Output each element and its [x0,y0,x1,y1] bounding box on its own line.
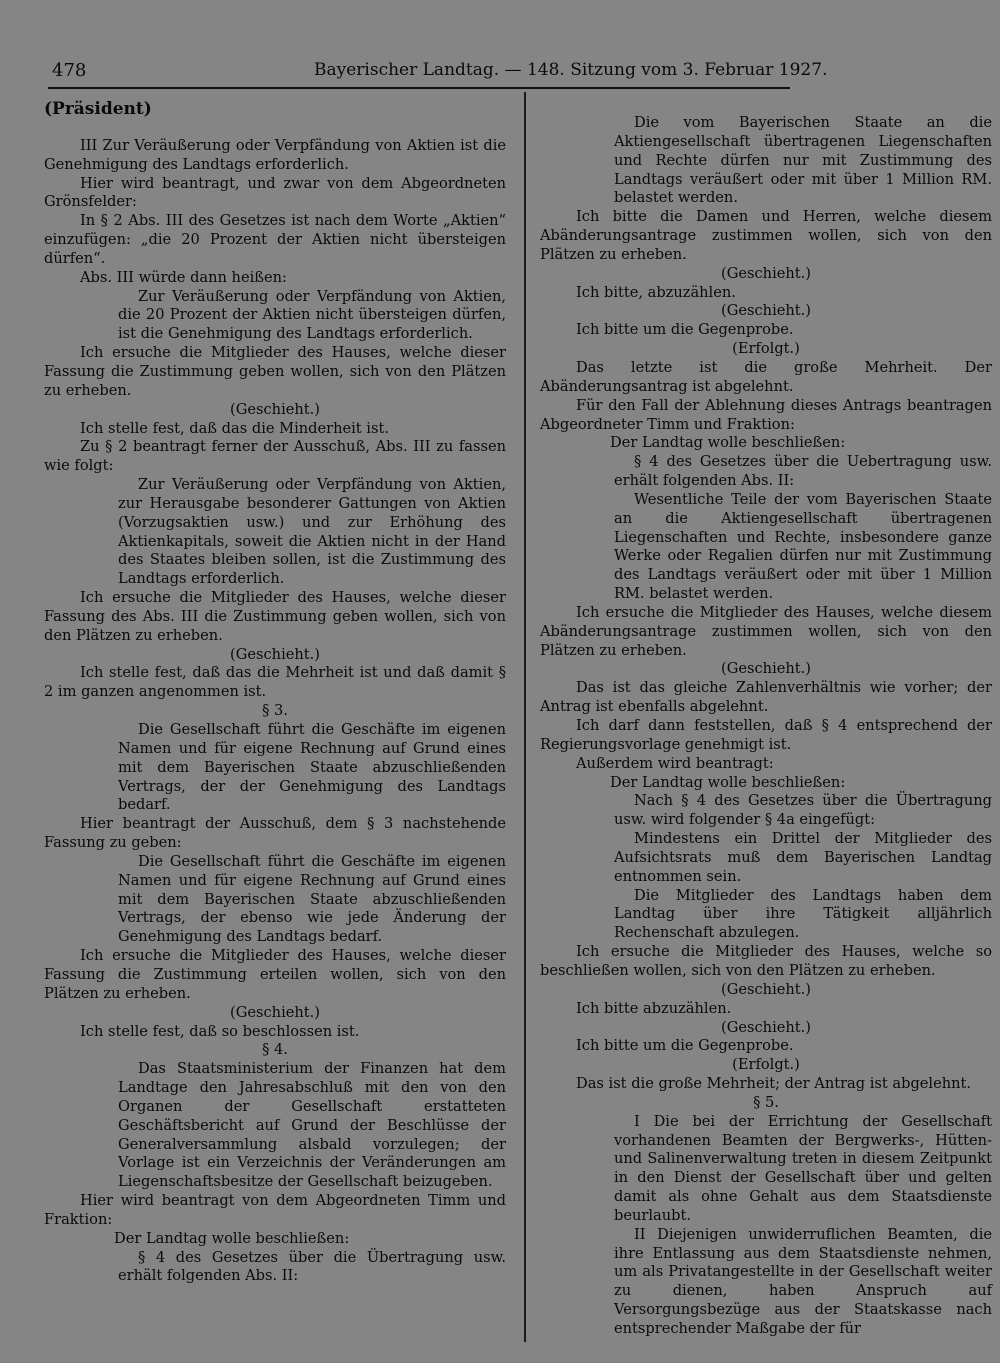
paragraph: Die Gesellschaft führt die Geschäfte im eigenen Namen und für eigene Rechnung auf Grund eines mit dem Bayerischen Staate abzuschließenden Vertrags, der der Genehmigung des Landtags bedarf. [118,721,506,814]
paragraph: III Zur Veräußerung oder Verpfändung von Aktien ist die Genehmigung des Landtags erforderlich. [44,136,506,173]
paragraph: Ich ersuche die Mitglieder des Hauses, welche diesem Abänderungsantrage zustimmen wollen, sich von den Plätzen zu erheben. [540,603,992,659]
right-column [540,114,992,1339]
paragraph: Für den Fall der Ablehnung dieses Antrags beantragen Abgeordneter Timm und Fraktion: [540,396,992,433]
paragraph: Das Staatsministerium der Finanzen hat dem Landtage den Jahresabschluß mit den von den Organen der Gesellschaft erstatteten Geschäftsbericht auf Grund der Beschlüsse der Generalversammlung alsbald vorzulegen; der Vorlage ist ein Verzeichnis der Veränderungen am Liegenschaftsbesitze der Gesellschaft beizugeben. [118,1060,506,1191]
centered-line: (Geschieht.) [230,1003,320,1021]
paragraph: Zu § 2 beantragt ferner der Ausschuß, Abs. III zu fassen wie folgt: [44,438,506,475]
paragraph: Die vom Bayerischen Staate an die Aktiengesellschaft übertragenen Liegenschaften und Rechte dürfen nur mit Zustimmung des Landtags veräußert oder mit über 1 Million RM. belastet werden. [614,114,992,207]
paragraph: Außerdem wird beantragt: [576,754,774,772]
paragraph: Das ist die große Mehrheit; der Antrag ist abgelehnt. [576,1075,972,1093]
paragraph: Wesentliche Teile der vom Bayerischen Staate an die Aktiengesellschaft übertragenen Liegenschaften und Rechte, insbesondere ganze Werke oder Regalien dürfen nur mit Zustimmung des Landtags veräußert oder mit über 1 Million RM. belastet werden. [614,490,992,603]
paragraph: II Diejenigen unwiderruflichen Beamten, die ihre Entlassung aus dem Staatsdienste nehmen, um als Privatangestellte in der Gesellschaft weiter zu dienen, haben Anspruch auf Versorgungsbezüge aus der Staatskasse nach entsprechender Maßgabe der für [614,1225,992,1337]
paragraph: Ich stelle fest, daß das die Minderheit ist. [80,419,389,437]
centered-line: § 3. [262,702,288,720]
speaker-name: (Präsident) [44,99,152,119]
left-column [44,100,506,1286]
centered-line: (Erfolgt.) [732,1056,800,1074]
paragraph: Zur Veräußerung oder Verpfändung von Aktien, die 20 Prozent der Aktien nicht übersteigen dürfen, ist die Genehmigung des Landtags erforderlich. [118,287,506,343]
centered-line: § 4. [262,1041,288,1059]
centered-line: (Geschieht.) [230,645,320,663]
paragraph: Mindestens ein Drittel der Mitglieder des Aufsichtsrats muß dem Bayerischen Landtag entnommen sein. [614,830,992,885]
paragraph: Der Landtag wolle beschließen: [610,773,846,791]
centered-line: (Geschieht.) [721,1018,811,1036]
centered-line: (Geschieht.) [721,660,811,678]
paragraph: Ich bitte um die Gegenprobe. [576,321,794,339]
paragraph: Die Gesellschaft führt die Geschäfte im eigenen Namen und für eigene Rechnung auf Grund eines mit dem Bayerischen Staate abzuschließenden Vertrags, der ebenso wie jede Änderung der Genehmigung des Landtags bedarf. [118,852,506,946]
paragraph: I Die bei der Errichtung der Gesellschaft vorhandenen Beamten der Bergwerks-, Hütten- und Salinenverwaltung treten in diesem Zeitpunkt in den Dienst der Gesellschaft über und gelten damit als ohne Gehalt aus dem Staatsdienste beurlaubt. [614,1112,992,1224]
paragraph: Ich bitte die Damen und Herren, welche diesem Abänderungsantrage zustimmen wollen, sich von den Plätzen zu erheben. [540,208,992,263]
paragraph: Das ist das gleiche Zahlenverhältnis wie vorher; der Antrag ist ebenfalls abgelehnt. [540,679,992,716]
centered-line: (Geschieht.) [721,980,811,998]
paragraph: Ich ersuche die Mitglieder des Hauses, welche dieser Fassung die Zustimmung geben wollen, sich von den Plätzen zu erheben. [44,344,506,399]
paragraph: Abs. III würde dann heißen: [80,268,287,286]
running-title: Bayerischer Landtag. — 148. Sitzung vom 3. Februar 1927. [314,60,828,80]
paragraph: In § 2 Abs. III des Gesetzes ist nach dem Worte „Aktien“ einzufügen: „die 20 Prozent der Aktien nicht übersteigen dürfen“. [44,212,506,267]
paragraph: Der Landtag wolle beschließen: [610,434,846,452]
paragraph: Zur Veräußerung oder Verpfändung von Aktien, zur Herausgabe besonderer Gattungen von Aktien (Vorzugsaktien usw.) und zur Erhöhung des Aktienkapitals, soweit die Aktien nicht in der Hand des Staates bleiben sollen, ist die Zustimmung des Landtags erforderlich. [118,476,506,588]
centered-line: (Geschieht.) [721,264,811,282]
paragraph: Ich ersuche die Mitglieder des Hauses, welche so beschließen wollen, sich von den Plätzen zu erheben. [540,943,992,979]
header-rule [48,87,790,89]
paragraph: Hier wird beantragt, und zwar von dem Abgeordneten Grönsfelder: [44,174,506,211]
paragraph: Ich bitte um die Gegenprobe. [576,1037,794,1055]
centered-line: (Geschieht.) [230,400,320,418]
centered-line: (Erfolgt.) [732,340,800,358]
paragraph: Ich bitte, abzuzählen. [576,283,736,301]
paragraph: Ich stelle fest, daß so beschlossen ist. [80,1022,360,1040]
page-number: 478 [52,60,87,81]
centered-line: (Geschieht.) [721,302,811,320]
paragraph: § 4 des Gesetzes über die Übertragung usw. erhält folgenden Abs. II: [118,1248,506,1285]
paragraph: Ich stelle fest, daß das die Mehrheit ist und daß damit § 2 im ganzen angenommen ist. [44,664,506,701]
paragraph: Ich darf dann feststellen, daß § 4 entsprechend der Regierungsvorlage genehmigt ist. [540,717,992,753]
paragraph: Die Mitglieder des Landtags haben dem Landtag über ihre Tätigkeit alljährlich Rechenschaft abzulegen. [614,886,992,942]
paragraph: Hier wird beantragt von dem Abgeordneten Timm und Fraktion: [44,1192,506,1228]
paragraph: Ich ersuche die Mitglieder des Hauses, welche dieser Fassung des Abs. III die Zustimmung geben wollen, sich von den Plätzen zu erheben. [44,589,506,644]
paragraph: Ich ersuche die Mitglieder des Hauses, welche dieser Fassung die Zustimmung erteilen wollen, sich von den Plätzen zu erheben. [44,947,506,1002]
paragraph: Nach § 4 des Gesetzes über die Übertragung usw. wird folgender § 4a eingefügt: [614,792,992,829]
paragraph: Ich bitte abzuzählen. [576,999,732,1017]
paragraph: Der Landtag wolle beschließen: [114,1229,350,1247]
paragraph: Hier beantragt der Ausschuß, dem § 3 nachstehende Fassung zu geben: [44,815,506,852]
centered-line: § 5. [753,1093,779,1111]
paragraph: § 4 des Gesetzes über die Uebertragung usw. erhält folgenden Abs. II: [614,453,992,490]
page-header [52,60,828,86]
column-divider [524,92,526,1342]
paragraph: Das letzte ist die große Mehrheit. Der Abänderungsantrag ist abgelehnt. [540,358,992,395]
